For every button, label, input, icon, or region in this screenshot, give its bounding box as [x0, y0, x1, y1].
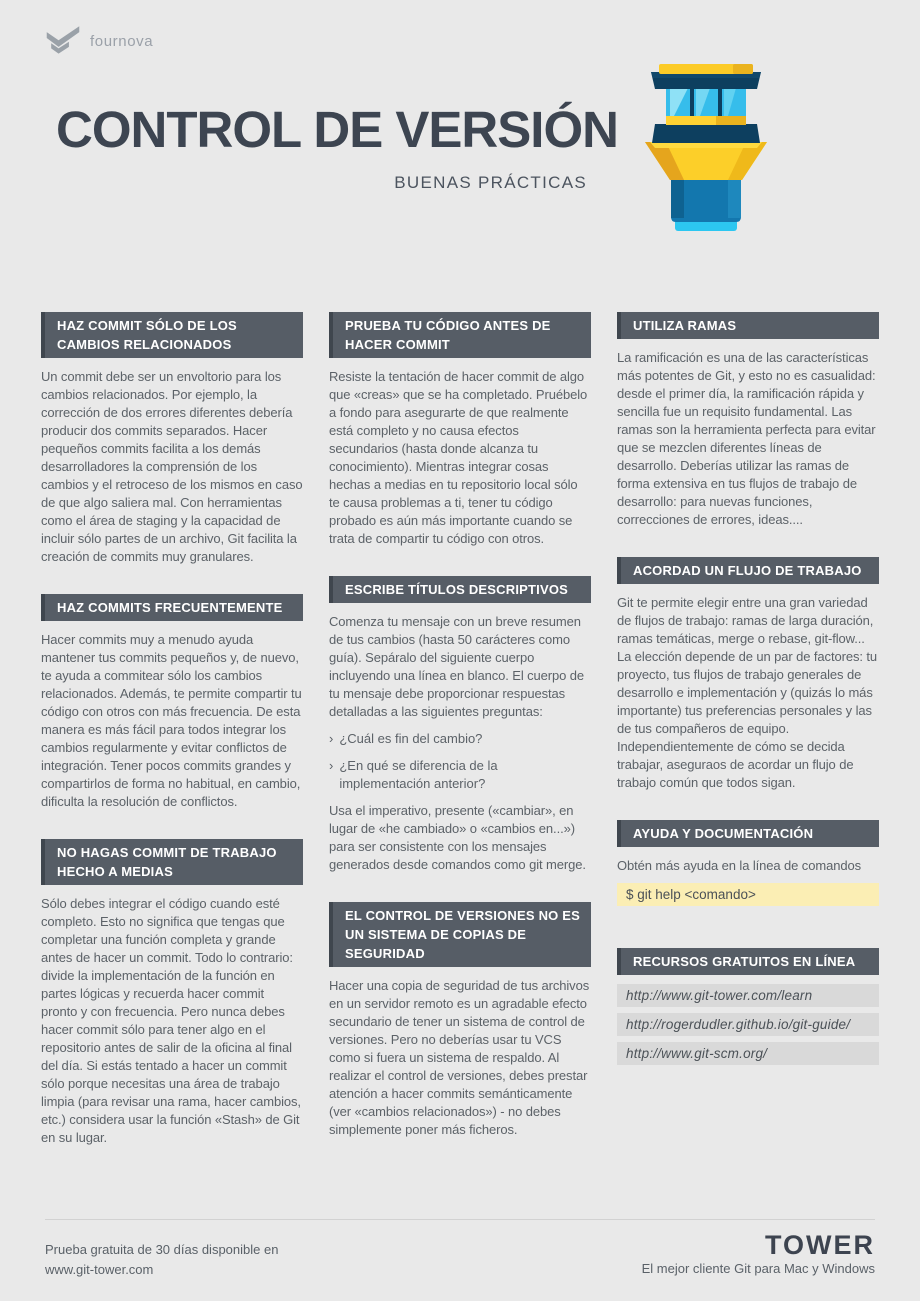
section-paragraph: Sólo debes integrar el código cuando esté completo. Esto no significa que tengas que completar una función completa y grande antes de hacer un commit. Todo lo contrario: divide la implementación de la función en partes lógicas y recuerda hacer commit pronto y con frecuencia. Pero nunca debes hacer commit sólo para tener algo en el repositorio antes de salir de la oficina al final del día. Si estás tentado a hacer un commit sólo porque necesitas una área de trabajo limpia (para revisar una rama, hacer cambios, etc.) considera usar la función «Stash» de Git en su lugar.	[41, 896, 301, 1145]
angle-bullet-icon: ›	[329, 758, 334, 773]
section-heading: RECURSOS GRATUITOS EN LÍNEA	[617, 948, 879, 975]
section-paragraph: La ramificación es una de las características más potentes de Git, y esto no es casualidad: desde el primer día, la ramificación rápida y sencilla fue un requisito fundamental. Las ramas son la herramienta perfecta para evitar que se mezclen diferentes líneas de desarrollo. Deberías utilizar las ramas de forma extensiva en tus flujos de trabajo de desarrollo: para nuevas funciones, correcciones de errores, ideas....	[617, 350, 876, 527]
section-paragraph: Obtén más ayuda en la línea de comandos	[617, 858, 861, 873]
fournova-brand	[46, 26, 153, 56]
git-help-command: $ git help <comando>	[617, 883, 879, 906]
section-paragraph: Comenza tu mensaje con un breve resumen de tus cambios (hasta 50 carácteres como guía). Sepáralo del siguiente cuerpo incluyendo una línea en blanco. El cuerpo de tu mensaje debe proporcionar respuestas detalladas a las siguientes preguntas:	[329, 614, 585, 719]
list-item	[329, 757, 591, 793]
section-heading: UTILIZA RAMAS	[617, 312, 879, 339]
tower-wordmark: TOWER	[765, 1230, 875, 1260]
resource-link-git-tower-learn[interactable]: http://www.git-tower.com/learn	[617, 984, 879, 1007]
footer	[45, 1219, 875, 1300]
list-item-text: ¿En qué se diferencia de la implementación anterior?	[339, 758, 498, 791]
section-heading: AYUDA Y DOCUMENTACIÓN	[617, 820, 879, 847]
column-1	[41, 312, 303, 1175]
section-paragraph: Git te permite elegir entre una gran variedad de flujos de trabajo: ramas de larga duración, ramas temáticas, merge o rebase, git-flow... La elección depende de un par de factores: tu proyecto, tus flujos de trabajo generales de desarrollo e implementación y (quizás lo más importante) tus preferencias personales y las de tus compañeros de equipo. Independientemente de cómo se decida trabajar, aseguraos de acordar un flujo de trabajo común que todos sigan.	[617, 595, 878, 790]
list-item-text: ¿Cuál es fin del cambio?	[339, 731, 483, 746]
fournova-logo-icon	[46, 26, 80, 56]
section-not-a-backup-system	[329, 902, 591, 1139]
column-3	[617, 312, 879, 1093]
section-heading: PRUEBA TU CÓDIGO ANTES DE HACER COMMIT	[329, 312, 591, 358]
trial-note-url[interactable]: www.git-tower.com	[45, 1262, 154, 1277]
section-paragraph: Un commit debe ser un envoltorio para los cambios relacionados. Por ejemplo, la corrección de dos errores diferentes debería producir dos commits separados. Hacer pequeños commits facilita a los demás desarrolladores la comprensión de los cambios y el retroceso de los mismos en caso de que algo saliera mal. Con herramientas como el área de staging y la capacidad de incluir sólo partes de un archivo, Git facilita la creación de commits muy granulares.	[41, 369, 303, 564]
page-subtitle: BUENAS PRÁCTICAS	[394, 173, 587, 192]
section-paragraph: Hacer commits muy a menudo ayuda mantener tus commits pequeños y, de nuevo, te ayuda a commitear sólo los cambios relacionados. Además, te permite compartir tu código con otros con más frecuencia. De esta manera es más fácil para todos integrar los cambios regularmente y evitar conflictos de integración. Tener pocos commits grandes y compartirlos de forma no habitual, en cambio, dificulta la resolución de conflictos.	[41, 632, 302, 809]
section-heading: ESCRIBE TÍTULOS DESCRIPTIVOS	[329, 576, 591, 603]
column-2	[329, 312, 591, 1167]
section-heading: NO HAGAS COMMIT DE TRABAJO HECHO A MEDIAS	[41, 839, 303, 885]
trial-note-line1: Prueba gratuita de 30 días disponible en	[45, 1242, 279, 1257]
section-help-documentation	[617, 820, 879, 906]
tower-brand	[642, 1230, 875, 1276]
section-test-before-commit	[329, 312, 591, 548]
resource-link-git-guide[interactable]: http://rogerdudler.github.io/git-guide/	[617, 1013, 879, 1036]
section-related-changes	[41, 312, 303, 566]
section-heading: ACORDAD UN FLUJO DE TRABAJO	[617, 557, 879, 584]
content-columns	[41, 312, 879, 1175]
section-heading: HAZ COMMIT SÓLO DE LOS CAMBIOS RELACIONADOS	[41, 312, 303, 358]
section-heading: EL CONTROL DE VERSIONES NO ES UN SISTEMA DE COPIAS DE SEGURIDAD	[329, 902, 591, 967]
angle-bullet-icon: ›	[329, 731, 334, 746]
section-paragraph: Hacer una copia de seguridad de tus archivos en un servidor remoto es un agradable efecto secundario de tener un sistema de control de versiones. Pero no deberías usar tu VCS como si fuera un sistema de respaldo. Al realizar el control de versiones, debes prestar atención a hacer commits semánticamente (ver «cambios relacionados») - no debes simplemente poner más ficheros.	[329, 978, 590, 1137]
section-descriptive-titles	[329, 576, 591, 874]
list-item	[329, 730, 591, 748]
section-paragraph: Resiste la tentación de hacer commit de algo que «creas» que se ha completado. Pruébelo a fondo para asegurarte de que realmente está completo y no causa efectos secundarios (hasta donde alcanza tu conocimiento). Mientras integrar cosas hechas a medias en tu repositorio local sólo te causa problemas a ti, tener tu código probado es aún más importante cuando se trata de compartir tu código con otros.	[329, 369, 588, 546]
control-tower-illustration	[644, 64, 768, 234]
section-use-branches	[617, 312, 879, 529]
resource-link-git-scm[interactable]: http://www.git-scm.org/	[617, 1042, 879, 1065]
section-half-done-work	[41, 839, 303, 1147]
section-free-online-resources	[617, 948, 879, 1065]
tower-tagline: El mejor cliente Git para Mac y Windows	[641, 1261, 875, 1276]
section-heading: HAZ COMMITS FRECUENTEMENTE	[41, 594, 303, 621]
fournova-brand-name: fournova	[90, 32, 154, 50]
section-paragraph: Usa el imperativo, presente («cambiar», en lugar de «he cambiado» o «cambios en...») para ser consistente con los mensajes generados desde comandos como git merge.	[329, 803, 586, 872]
section-commit-often	[41, 594, 303, 811]
trial-note	[45, 1240, 278, 1280]
section-agree-on-workflow	[617, 557, 879, 792]
page-title: CONTROL DE VERSIÓN	[56, 101, 618, 158]
